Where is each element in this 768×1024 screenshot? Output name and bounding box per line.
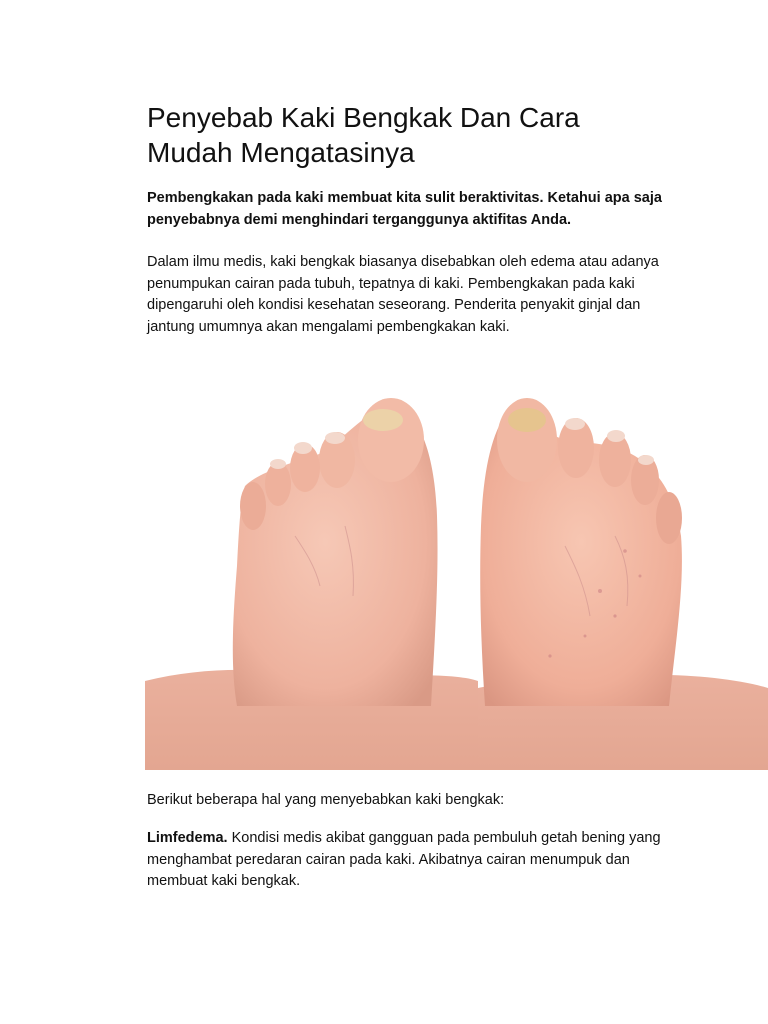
cause-term: Limfedema.: [147, 830, 228, 846]
causes-intro: Berikut beberapa hal yang menyebabkan kaki bengkak:: [147, 792, 505, 808]
swollen-feet-photo: [145, 376, 768, 770]
cause-item: [147, 828, 662, 893]
article-title: Penyebab Kaki Bengkak Dan Cara Mudah Mengatasinya: [147, 102, 580, 168]
cause-description: Kondisi medis akibat gangguan pada pembuluh getah bening yang menghambat peredaran cairan pada kaki. Akibatnya cairan menumpuk dan membuat kaki bengkak.: [147, 830, 661, 889]
article-paragraph: Dalam ilmu medis, kaki bengkak biasanya disebabkan oleh edema atau adanya penumpukan cairan pada tubuh, tepatnya di kaki. Pembengkakan pada kaki dipengaruhi oleh kondisi kesehatan seseorang. Penderita penyakit ginjal dan jantung umumnya akan mengalami pembengkakan kaki.: [147, 254, 659, 335]
article-lede: Pembengkakan pada kaki membuat kita sulit beraktivitas. Ketahui apa saja penyebabnya demi menghindari terganggunya aktifitas Anda.: [147, 190, 662, 228]
